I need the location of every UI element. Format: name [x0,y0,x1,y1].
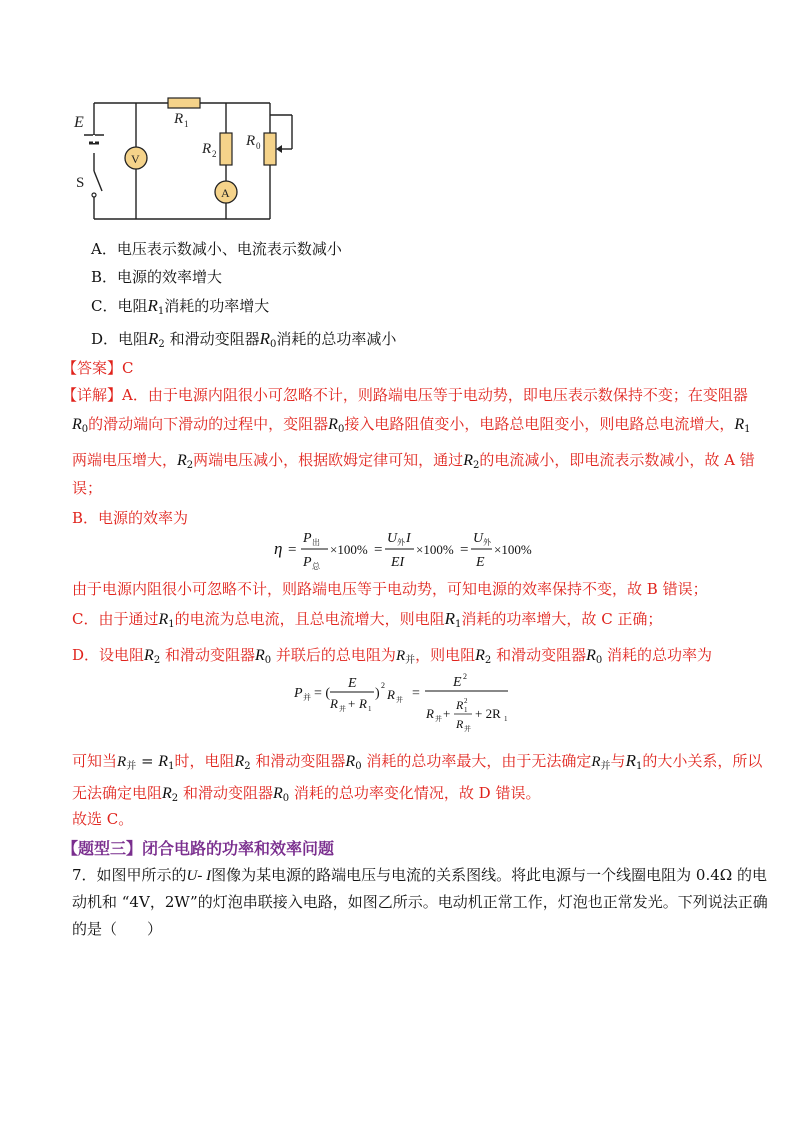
detail-final: 故选 C。 [72,810,134,828]
detail-b-conclusion: 由于电源内阻很小可忽略不计，则路端电压等于电动势，可知电源的效率保持不变，故 B 错误； [72,580,708,598]
svg-text:并: 并 [464,725,471,733]
svg-text:P: P [303,555,312,570]
detail-line-4: 误； [72,479,103,497]
detail-k-line: 可知当$R_并 = R_1$时，电阻$R_2$ 和滑动变阻器$R_0$ 消耗的总功率最大，由于无法确定$R_并$与$R_1$的大小关系，所以 [72,751,763,772]
svg-text:并: 并 [435,715,442,723]
label-E: E [74,114,84,131]
svg-text:=: = [412,686,420,701]
answer-line: 【答案】C [62,359,134,377]
svg-text:+: + [348,696,356,711]
option-b: B．电源的效率增大 [91,268,223,286]
question7-line-3: 的是（ ） [72,920,163,938]
svg-text:1: 1 [504,715,508,723]
circuit-diagram [70,95,310,230]
svg-text:=: = [288,542,297,558]
svg-text:): ) [375,686,380,701]
label-R0: R [246,133,256,149]
svg-text:R: R [330,696,338,711]
svg-text:出: 出 [312,538,320,547]
svg-text:1: 1 [464,706,468,714]
option-d-prefix: D．电阻 [91,330,149,348]
svg-text:总: 总 [312,562,320,571]
detail-line-1: 【详解】A．由于电源内阻很小可忽略不计，则路端电压等于电动势，即电压表示数保持不变；在变阻器 [62,386,748,404]
svg-text:P: P [303,531,312,546]
label-S: S [76,175,85,191]
svg-text:外: 外 [397,538,405,547]
svg-text:= (: = ( [314,686,331,701]
svg-text:R: R [387,687,395,702]
svg-text:EI: EI [391,555,405,570]
efficiency-formula [270,525,540,575]
svg-text:2: 2 [464,697,468,705]
label-R0-sub: 0 [256,141,261,151]
svg-text:外: 外 [483,538,491,547]
svg-text:E: E [476,555,485,570]
label-R2: R [202,141,212,157]
svg-text:U: U [387,531,398,546]
svg-text:2: 2 [463,672,467,681]
svg-text:1: 1 [368,705,372,713]
svg-text:η: η [274,539,283,558]
detail-line-3: 两端电压增大，$R_2$两端电压减小，根据欧姆定律可知，通过$R_2$的电流减小，即电流表示数减小，故 A 错 [72,451,755,471]
svg-text:并: 并 [396,696,403,704]
svg-text:×100%: ×100% [494,542,532,557]
section-heading: 【题型三】闭合电路的功率和效率问题 [62,839,335,858]
svg-text:=: = [460,542,469,558]
label-R2-sub: 2 [212,149,217,159]
option-d-mid: 和滑动变阻器 [169,330,260,348]
svg-text:并: 并 [303,693,311,702]
svg-text:E: E [453,675,462,690]
power-formula [290,672,520,740]
option-d: D．电阻$R_2$ 和滑动变阻器$R_0$消耗的总功率减小 [91,329,397,350]
option-c-suffix: 消耗的功率增大 [164,297,270,315]
option-a: A．电压表示数减小、电流表示数减小 [91,240,342,258]
svg-text:R: R [426,706,434,721]
detail-line-2: $R_0$的滑动端向下滑动的过程中，变阻器$R_0$接入电路阻值变小，电路总电阻变小，则电路总电流增大，$R_1$ [72,415,751,435]
label-V: V [131,152,140,166]
option-c-prefix: C．电阻 [91,297,148,315]
svg-text:P: P [294,686,303,701]
detail-d-line: D．设电阻$R_2$ 和滑动变阻器$R_0$ 并联后的总电阻为$R_并$，则电阻$R_2$ 和滑动变阻器$R_0$ 消耗的总功率为 [72,646,713,666]
svg-text:+: + [443,706,451,721]
svg-text:R: R [456,717,464,731]
label-R1-sub: 1 [184,119,189,129]
option-d-suffix: 消耗的总功率减小 [276,330,397,348]
svg-text:I: I [406,531,411,546]
svg-text:=: = [374,542,383,558]
svg-text:R: R [359,696,367,711]
svg-text:2: 2 [381,681,385,690]
question7-line-1: 7．如图甲所示的U- I图像为某电源的路端电压与电流的关系图线。将此电源与一个线圈电阻为 0.4Ω 的电 [72,866,767,884]
svg-text:×100%: ×100% [416,542,454,557]
option-c: C．电阻$R_1$消耗的功率增大 [91,296,270,317]
detail-c-line: C．由于通过$R_1$的电流为总电流，且总电流增大，则电阻$R_1$消耗的功率增大，故 C 正确； [72,609,663,630]
svg-text:U: U [473,531,484,546]
label-A: A [221,186,230,200]
svg-text:并: 并 [339,705,346,713]
svg-text:×100%: ×100% [330,542,368,557]
svg-text:E: E [348,676,357,691]
question7-line-2: 动机和 “4V，2W”的灯泡串联接入电路，如图乙所示。电动机正常工作，灯泡也正常发光。下列说法正确 [72,893,768,911]
label-R1: R [174,111,184,127]
detail-b-title: B．电源的效率为 [72,509,189,527]
detail-l-line: 无法确定电阻$R_2$ 和滑动变阻器$R_0$ 消耗的总功率变化情况，故 D 错误。 [72,784,541,804]
svg-text:+ 2R: + 2R [475,706,501,721]
svg-text:R: R [456,698,464,712]
